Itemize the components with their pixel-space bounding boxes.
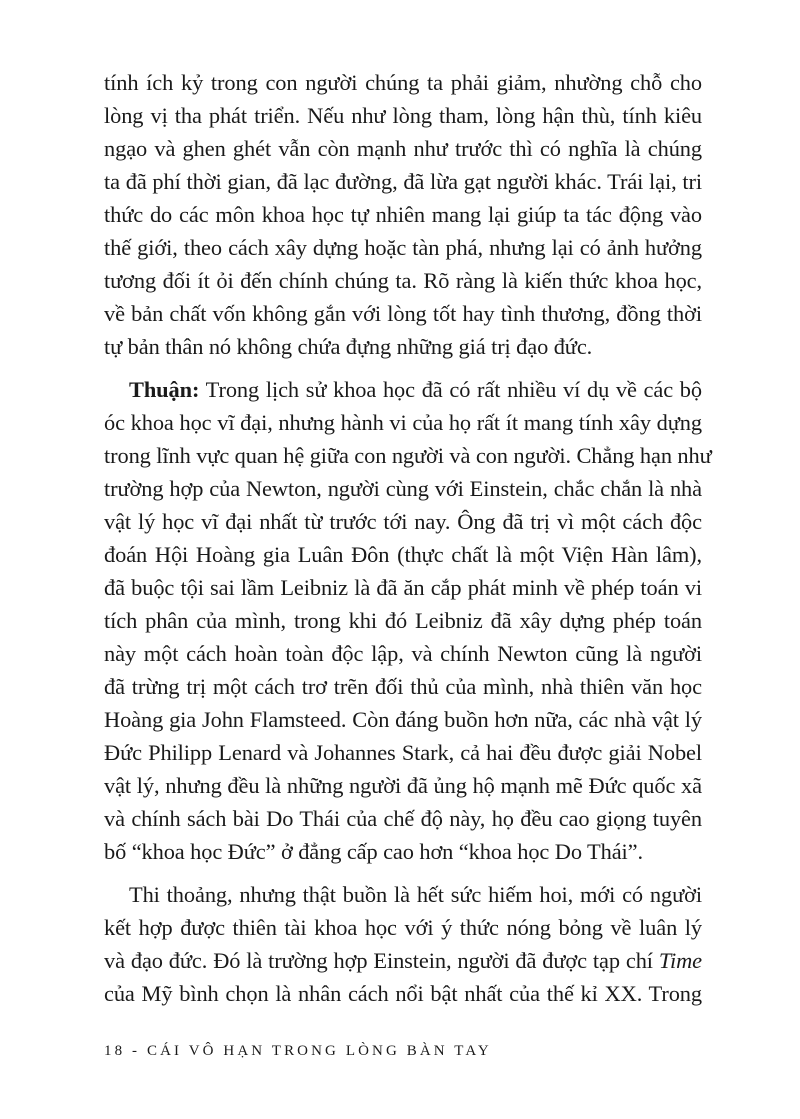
text-line bbox=[104, 373, 702, 406]
text-line: trường hợp của Newton, người cùng với Einstein, chắc chắn là nhà bbox=[104, 476, 702, 501]
text-line: Thi thoảng, nhưng thật buồn là hết sức hiếm hoi, mới có người bbox=[129, 882, 702, 907]
paragraph-3 bbox=[104, 878, 702, 1010]
paragraph-1 bbox=[104, 66, 702, 363]
text-line: vật lý học vĩ đại nhất từ trước tới nay. Ông đã trị vì một cách độc bbox=[104, 509, 702, 534]
text-line: bố “khoa học Đức” ở đẳng cấp cao hơn “khoa học Do Thái”. bbox=[104, 839, 643, 864]
running-footer bbox=[104, 1043, 492, 1060]
text-line: Hoàng gia John Flamsteed. Còn đáng buồn hơn nữa, các nhà vật lý bbox=[104, 707, 702, 732]
speaker-label: Thuận: bbox=[129, 377, 200, 402]
text-line: đã trừng trị một cách trơ trẽn đối thủ của mình, nhà thiên văn học bbox=[104, 674, 702, 699]
text-line: thế giới, theo cách xây dựng hoặc tàn phá, nhưng lại có ảnh hưởng bbox=[104, 235, 702, 260]
paragraph-2 bbox=[104, 373, 712, 868]
text-line: vật lý, nhưng đều là những người đã ủng hộ mạnh mẽ Đức quốc xã bbox=[104, 773, 702, 798]
text-line: kết hợp được thiên tài khoa học với ý thức nóng bỏng về luân lý bbox=[104, 915, 702, 940]
text-fragment: và đạo đức. Đó là trường hợp Einstein, người đã được tạp chí bbox=[104, 948, 659, 973]
text-fragment: Trong lịch sử khoa học đã có rất nhiều ví dụ về các bộ bbox=[199, 377, 702, 402]
text-line: tương đối ít ỏi đến chính chúng ta. Rõ ràng là kiến thức khoa học, bbox=[104, 268, 702, 293]
book-title: CÁI VÔ HẠN TRONG LÒNG BÀN TAY bbox=[147, 1043, 492, 1059]
text-line bbox=[104, 944, 702, 977]
text-line: Đức Philipp Lenard và Johannes Stark, cả hai đều được giải Nobel bbox=[104, 740, 702, 765]
text-line: tự bản thân nó không chứa đựng những giá trị đạo đức. bbox=[104, 334, 593, 359]
text-line: tính ích kỷ trong con người chúng ta phải giảm, nhường chỗ cho bbox=[104, 70, 702, 95]
footer-separator: - bbox=[125, 1043, 147, 1059]
magazine-name: Time bbox=[658, 948, 702, 973]
text-line: của Mỹ bình chọn là nhân cách nổi bật nhất của thế kỉ XX. Trong bbox=[104, 981, 702, 1006]
text-line: ta đã phí thời gian, đã lạc đường, đã lừa gạt người khác. Trái lại, tri bbox=[104, 169, 702, 194]
text-line: đoán Hội Hoàng gia Luân Đôn (thực chất là một Viện Hàn lâm), bbox=[104, 542, 702, 567]
text-line: này một cách hoàn toàn độc lập, và chính Newton cũng là người bbox=[104, 641, 702, 666]
page-number: 18 bbox=[104, 1043, 126, 1059]
text-line: trong lĩnh vực quan hệ giữa con người và con người. Chẳng hạn như bbox=[104, 443, 712, 468]
text-line: về bản chất vốn không gắn với lòng tốt hay tình thương, đồng thời bbox=[104, 301, 702, 326]
text-line: và chính sách bài Do Thái của chế độ này, họ đều cao giọng tuyên bbox=[104, 806, 702, 831]
text-line: ngạo và ghen ghét vẫn còn mạnh như trước thì có nghĩa là chúng bbox=[104, 136, 702, 161]
page-body bbox=[104, 66, 712, 1020]
text-line: thức do các môn khoa học tự nhiên mang lại giúp ta tác động vào bbox=[104, 202, 702, 227]
text-line: tích phân của mình, trong khi đó Leibniz đã xây dựng phép toán bbox=[104, 608, 702, 633]
text-line: lòng vị tha phát triển. Nếu như lòng tham, lòng hận thù, tính kiêu bbox=[104, 103, 702, 128]
text-line: óc khoa học vĩ đại, nhưng hành vi của họ rất ít mang tính xây dựng bbox=[104, 410, 702, 435]
text-line: đã buộc tội sai lầm Leibniz là đã ăn cắp phát minh về phép toán vi bbox=[104, 575, 702, 600]
